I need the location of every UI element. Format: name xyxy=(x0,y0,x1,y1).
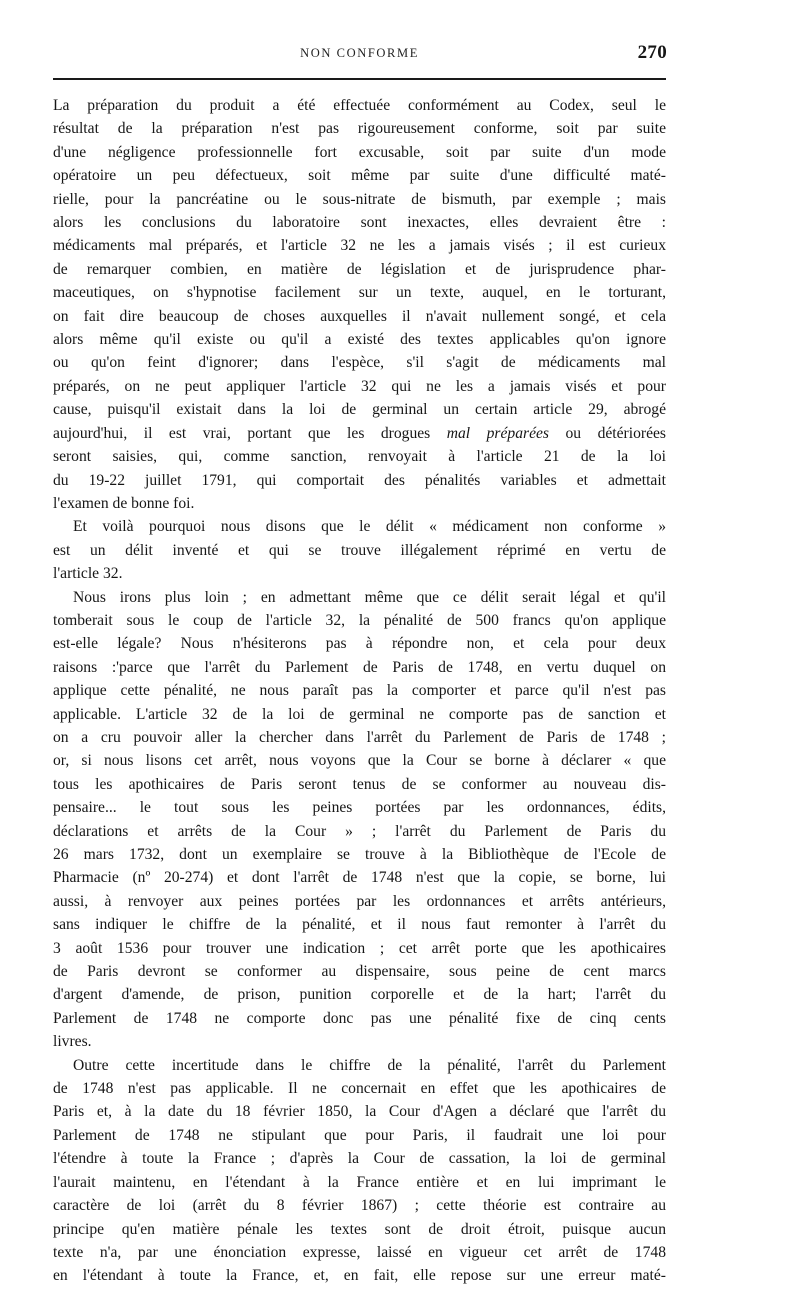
text-line: 26 mars 1732, dont un exemplaire se trouve à la Bibliothèque de l'Ecole de xyxy=(53,846,666,863)
paragraph xyxy=(53,1054,666,1288)
text-line: en l'étendant à toute la France, et, en fait, elle repose sur une erreur maté- xyxy=(53,1267,666,1285)
text-line: Nous irons plus loin ; en admettant même que ce délit serait légal et qu'il xyxy=(73,588,666,606)
text-line: seront saisies, qui, comme sanction, renvoyait à l'article 21 de la loi xyxy=(53,448,666,466)
text-line: rielle, pour la pancréatine ou le sous-nitrate de bismuth, par exemple ; mais xyxy=(53,190,666,208)
text-line: Et voilà pourquoi nous disons que le délit « médicament non conforme » xyxy=(73,518,666,536)
text-line: médicaments mal préparés, et l'article 32 ne les a jamais visés ; il est curieux xyxy=(53,237,666,255)
text-line: du 19-22 juillet 1791, qui comportait des pénalités variables et admettait xyxy=(53,471,666,489)
text-line: aussi, à renvoyer aux peines portées par les ordonnances et arrêts antérieurs, xyxy=(53,892,666,910)
text-line: l'aurait maintenu, en l'étendant à la France entière et en lui imprimant le xyxy=(53,1173,666,1191)
text-line: or, si nous lisons cet arrêt, nous voyons que la Cour se borne à déclarer « que xyxy=(53,752,666,770)
text-line: applique cette pénalité, ne nous paraît pas la comporter et parce qu'il n'est pas xyxy=(53,682,666,700)
text-line: alors même qu'il existe ou qu'il a existé des textes applicables qu'on ignore xyxy=(53,331,666,349)
paragraph xyxy=(53,586,666,1054)
text-line: de remarquer combien, en matière de législation et de jurisprudence phar- xyxy=(53,260,666,278)
text-line: Outre cette incertitude dans le chiffre de la pénalité, l'arrêt du Parlement xyxy=(73,1056,666,1074)
text-line: est-elle légale? Nous n'hésiterons pas à répondre non, et cela pour deux xyxy=(53,635,666,653)
text-line: tous les apothicaires de Paris seront tenus de se conformer au nouveau dis- xyxy=(53,775,666,793)
text-line: caractère de loi (arrêt du 8 février 1867) ; cette théorie est contraire au xyxy=(53,1197,666,1215)
text-line: opératoire un peu défectueux, soit même par suite d'une difficulté maté- xyxy=(53,167,666,185)
text-line: livres. xyxy=(53,1033,92,1051)
text-line: principe qu'en matière pénale les textes sont de droit étroit, puisque aucun xyxy=(53,1220,666,1238)
text-line: Parlement de 1748 ne stipulant que pour Paris, il faudrait une loi pour xyxy=(53,1126,666,1144)
book-page xyxy=(53,38,666,1288)
text-line: l'article 32. xyxy=(53,565,123,583)
text-line: l'examen de bonne foi. xyxy=(53,494,195,512)
text-line: de Paris devront se conformer au dispensaire, sous peine de cent marcs xyxy=(53,963,666,981)
text-line: est un délit inventé et qui se trouve illégalement réprimé en vertu de xyxy=(53,541,666,559)
text-line: maceutiques, on s'hypnotise facilement sur un texte, auquel, en le torturant, xyxy=(53,284,666,302)
text-line: La préparation du produit a été effectuée conformément au Codex, seul le xyxy=(53,97,666,114)
text-line: 3 août 1536 pour trouver une indication ; cet arrêt porte que les apothicaires xyxy=(53,939,666,957)
text-line: on a cru pouvoir aller la chercher dans l'arrêt du Parlement de Paris de 1748 ; xyxy=(53,728,666,746)
text-line: on fait dire beaucoup de choses auxquelles il n'avait nullement songé, et cela xyxy=(53,307,666,325)
text-line: préparés, on ne peut appliquer l'article 32 qui ne les a jamais visés et pour xyxy=(53,377,666,395)
text-line: résultat de la préparation n'est pas rigoureusement conforme, soit par suite xyxy=(53,120,666,138)
text-line: Paris et, à la date du 18 février 1850, la Cour d'Agen a déclaré que l'arrêt du xyxy=(53,1103,666,1121)
text-line: aujourd'hui, il est vrai, portant que les drogues mal préparées ou détériorées xyxy=(53,424,666,442)
text-line: sans indiquer le chiffre de la pénalité, et il nous faut remonter à l'arrêt du xyxy=(53,916,666,934)
paragraph xyxy=(53,94,666,515)
text-line: ou qu'on feint d'ignorer; dans l'espèce, s'il s'agit de médicaments mal xyxy=(53,354,666,372)
text-line: d'argent d'amende, de prison, punition corporelle et de la hart; l'arrêt du xyxy=(53,986,666,1004)
running-title: NON CONFORME xyxy=(300,46,419,60)
text-line: alors les conclusions du laboratoire sont inexactes, elles devraient être : xyxy=(53,214,666,232)
paragraph xyxy=(53,515,666,585)
text-line: raisons :'parce que l'arrêt du Parlement de Paris de 1748, en vertu duquel on xyxy=(53,658,666,676)
text-line: applicable. L'article 32 de la loi de germinal ne comporte pas de sanction et xyxy=(53,705,666,723)
text-line: cause, puisqu'il existait dans la loi de germinal un certain article 29, abrogé xyxy=(53,401,666,419)
page-number: 270 xyxy=(637,42,667,63)
text-line: déclarations et arrêts de la Cour » ; l'arrêt du Parlement de Paris du xyxy=(53,822,666,840)
text-line: l'étendre à toute la France ; d'après la Cour de cassation, la loi de germinal xyxy=(53,1150,666,1168)
text-line: d'une négligence professionnelle fort excusable, soit par suite d'un mode xyxy=(53,143,666,161)
text-line: pensaire... le tout sous les peines portées par les ordonnances, édits, xyxy=(53,799,666,817)
text-line: texte n'a, par une énonciation expresse, laissé en vigueur cet arrêt de 1748 xyxy=(53,1243,666,1261)
text-line: de 1748 n'est pas applicable. Il ne concernait en effet que les apothicaires de xyxy=(53,1080,666,1098)
page-header xyxy=(53,38,666,80)
text-line: Pharmacie (nº 20-274) et dont l'arrêt de 1748 n'est que la copie, se borne, lui xyxy=(53,869,666,887)
text-line: tomberait sous le coup de l'article 32, la pénalité de 500 francs qu'on applique xyxy=(53,611,666,629)
body-text xyxy=(53,94,666,1288)
text-line: Parlement de 1748 ne comporte donc pas une pénalité fixe de cinq cents xyxy=(53,1009,666,1027)
